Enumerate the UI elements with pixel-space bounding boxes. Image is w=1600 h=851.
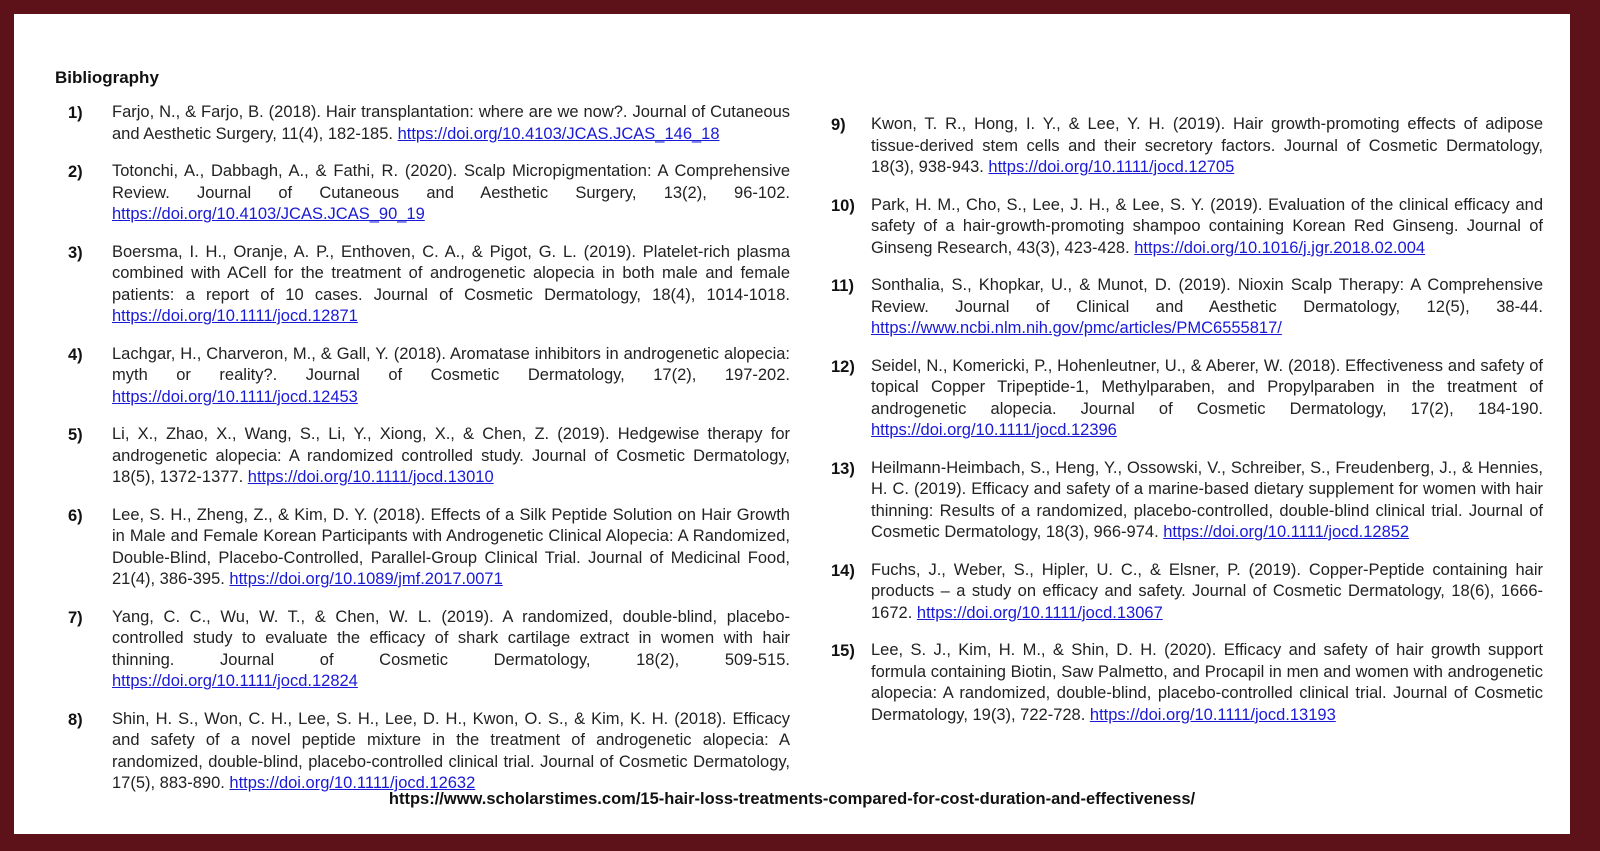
reference-number: 4) — [68, 345, 83, 364]
citation: Fuchs, J., Weber, S., Hipler, U. C., & Elsner, P. (2019). Copper-Peptide containing hair products – a study on efficacy and safety. Journal of Cosmetic Dermatology, 18(6), 1666-1672. — [871, 560, 1543, 622]
reference-link[interactable]: https://doi.org/10.1111/jocd.12632 — [229, 774, 476, 792]
reference-text — [112, 344, 790, 409]
reference-number: 9) — [831, 116, 846, 134]
reference-number: 8) — [68, 710, 83, 729]
reference-text — [112, 505, 790, 591]
reference-number: 11) — [831, 277, 854, 295]
reference-list-right — [831, 114, 1543, 742]
reference-item — [831, 114, 1543, 179]
reference-link[interactable]: https://doi.org/10.1111/jocd.12396 — [871, 421, 1117, 439]
citation: Boersma, I. H., Oranje, A. P., Enthoven, C. A., & Pigot, G. L. (2019). Platelet-rich plasma combined with ACell for the treatment of androgenetic alopecia in both male and female patients: a report of 10 cases. Journal of Cosmetic Dermatology, 18(4), 1014-1018. — [112, 242, 790, 304]
reference-text — [112, 102, 790, 145]
citation: Lee, S. J., Kim, H. M., & Shin, D. H. (2020). Efficacy and safety of hair growth support formula containing Biotin, Saw Palmetto, and Procapil in men and women with androgenetic alopecia: A randomized, double-blind, placebo-controlled clinical trial. Journal of Cosmetic Dermatology, 19(3), 722-728. — [871, 641, 1543, 724]
reference-item — [831, 275, 1543, 340]
reference-link[interactable]: https://doi.org/10.4103/JCAS.JCAS_90_19 — [112, 205, 425, 223]
reference-number: 6) — [68, 506, 83, 525]
citation: Sonthalia, S., Khopkar, U., & Munot, D. (2019). Nioxin Scalp Therapy: A Comprehensive Review. Journal of Clinical and Aesthetic Dermatology, 12(5), 38-44. — [871, 276, 1543, 316]
reference-text — [871, 640, 1543, 726]
citation: Li, X., Zhao, X., Wang, S., Li, Y., Xiong, X., & Chen, Z. (2019). Hedgewise therapy for androgenetic alopecia: A randomized controlled study. Journal of Cosmetic Dermatology, 18(5), 1372-1377. — [112, 425, 790, 486]
citation: Totonchi, A., Dabbagh, A., & Fathi, R. (2020). Scalp Micropigmentation: A Comprehensive Review. Journal of Cutaneous and Aesthetic Surgery, 13(2), 96-102. — [112, 162, 790, 202]
bibliography-sheet — [14, 14, 1570, 834]
reference-item — [831, 356, 1543, 442]
reference-text — [112, 242, 790, 328]
reference-item — [68, 102, 790, 145]
page-title: Bibliography — [55, 68, 159, 87]
reference-text — [112, 161, 790, 226]
reference-list-left — [68, 102, 790, 811]
reference-text — [871, 114, 1543, 179]
reference-link[interactable]: https://doi.org/10.1111/jocd.12453 — [112, 387, 358, 406]
reference-item — [831, 640, 1543, 726]
reference-link[interactable]: https://doi.org/10.1111/jocd.12824 — [112, 672, 358, 690]
reference-item — [68, 607, 790, 693]
citation: Farjo, N., & Farjo, B. (2018). Hair transplantation: where are we now?. Journal of Cutaneous and Aesthetic Surgery, 11(4), 182-185. — [112, 103, 790, 143]
reference-number: 10) — [831, 196, 855, 215]
reference-number: 13) — [831, 459, 855, 478]
citation: Yang, C. C., Wu, W. T., & Chen, W. L. (2019). A randomized, double-blind, placebo-controlled study to evaluate the efficacy of shark cartilage extract in women with hair thinning. Journal of Cosmetic Dermatology, 18(2), 509-515. — [112, 607, 790, 669]
reference-item — [831, 195, 1543, 260]
reference-item — [68, 161, 790, 226]
citation: Heilmann-Heimbach, S., Heng, Y., Ossowski, V., Schreiber, S., Freudenberg, J., & Hennies, H. C. (2019). Efficacy and safety of a marine-based dietary supplement for women with hair thinning: Results of a randomized, placebo-controlled, double-blind clinical trial. Journal of Cosmetic Dermatology, 18(3), 966-974. — [871, 458, 1543, 541]
reference-text — [871, 195, 1543, 260]
reference-text — [112, 424, 790, 489]
reference-text — [112, 607, 790, 693]
citation: Shin, H. S., Won, C. H., Lee, S. H., Lee, D. H., Kwon, O. S., & Kim, K. H. (2018). Efficacy and safety of a novel peptide mixture in the treatment of androgenetic alopecia: A randomized, double-blind, placebo-controlled clinical trial. Journal of Cosmetic Dermatology, 17(5), 883-890. — [112, 709, 790, 792]
citation: Park, H. M., Cho, S., Lee, J. H., & Lee, S. Y. (2019). Evaluation of the clinical efficacy and safety of a hair-growth-promoting shampoo containing Korean Red Ginseng. Journal of Ginseng Research, 43(3), 423-428. — [871, 195, 1543, 257]
reference-number: 3) — [68, 243, 83, 262]
reference-link[interactable]: https://doi.org/10.1111/jocd.12852 — [1163, 523, 1410, 541]
reference-link[interactable]: https://doi.org/10.1089/jmf.2017.0071 — [229, 570, 503, 588]
reference-item — [68, 505, 790, 591]
reference-link[interactable]: https://doi.org/10.1111/jocd.13010 — [247, 468, 494, 486]
reference-item — [68, 242, 790, 328]
reference-link[interactable]: https://doi.org/10.1111/jocd.12871 — [112, 307, 358, 325]
reference-link[interactable]: https://doi.org/10.1111/jocd.13067 — [916, 603, 1163, 622]
reference-item — [831, 560, 1543, 625]
reference-text — [112, 709, 790, 795]
citation: Lachgar, H., Charveron, M., & Gall, Y. (2018). Aromatase inhibitors in androgenetic alopecia: myth or reality?. Journal of Cosmetic Dermatology, 17(2), 197-202. — [112, 344, 790, 384]
reference-link[interactable]: https://doi.org/10.4103/JCAS.JCAS_146_18 — [397, 124, 720, 143]
reference-number: 12) — [831, 357, 855, 376]
reference-number: 7) — [68, 608, 83, 627]
reference-text — [871, 275, 1543, 340]
reference-text — [871, 356, 1543, 442]
reference-number: 5) — [68, 426, 83, 444]
reference-number: 14) — [831, 561, 855, 580]
reference-link[interactable]: https://doi.org/10.1111/jocd.12705 — [988, 158, 1235, 176]
reference-number: 15) — [831, 642, 855, 660]
reference-text — [871, 560, 1543, 625]
reference-link[interactable]: https://doi.org/10.1016/j.jgr.2018.02.004 — [1134, 238, 1426, 257]
reference-item — [68, 709, 790, 795]
citation: Seidel, N., Komericki, P., Hohenleutner, U., & Aberer, W. (2018). Effectiveness and safety of topical Copper Tripeptide-1, Methylparaben, and Propylparaben in the treatment of androgenetic alopecia. Journal of Cosmetic Dermatology, 17(2), 184-190. — [871, 356, 1543, 418]
reference-item — [68, 424, 790, 489]
reference-item — [68, 344, 790, 409]
reference-item — [831, 458, 1543, 544]
reference-link[interactable]: https://doi.org/10.1111/jocd.13193 — [1089, 705, 1336, 724]
reference-link[interactable]: https://www.ncbi.nlm.nih.gov/pmc/articles/PMC6555817/ — [871, 319, 1282, 337]
reference-text — [871, 458, 1543, 544]
reference-number: 1) — [68, 104, 83, 122]
citation: Kwon, T. R., Hong, I. Y., & Lee, Y. H. (2019). Hair growth-promoting effects of adipose tissue-derived stem cells and their secretory factors. Journal of Cosmetic Dermatology, 18(3), 938-943. — [871, 115, 1543, 176]
citation: Lee, S. H., Zheng, Z., & Kim, D. Y. (2018). Effects of a Silk Peptide Solution on Hair Growth in Male and Female Korean Participants with Androgenetic Clinical Alopecia: A Randomized, Double-Blind, Placebo-Controlled, Parallel-Group Clinical Trial. Journal of Medicinal Food, 21(4), 386-395. — [112, 505, 790, 588]
source-url[interactable]: https://www.scholarstimes.com/15-hair-loss-treatments-compared-for-cost-duration-and-effectiveness/ — [388, 790, 1196, 808]
reference-number: 2) — [68, 163, 83, 181]
